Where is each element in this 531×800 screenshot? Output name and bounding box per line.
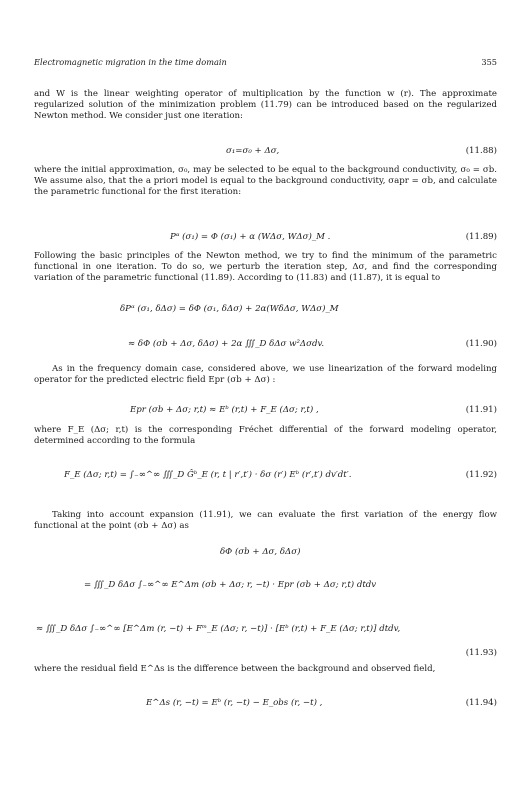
paragraph-4: As in the frequency domain case, considered above, we use linearization of the forward modeling operator for the predicted electric field Epr (σb + Δσ) : — [34, 364, 497, 386]
running-header — [34, 57, 497, 67]
equation-11-93-line1 — [34, 547, 497, 561]
equation-body: = ∭_D δΔσ ∫₋∞^∞ E^Δm (σb + Δσ; r, −t) · Epr (σb + Δσ; r,t) dtdv — [84, 580, 377, 590]
paragraph-7: where the residual field E^Δs is the difference between the background and observed field, — [34, 664, 436, 674]
paragraph-2: where the initial approximation, σ₀, may be selected to be equal to the background conductivity, σ₀ = σb. We assume also, that the a priori model is equal to the background conductivity, σapr = σb, and calculate the parametric functional for the first iteration: — [34, 165, 497, 198]
equation-11-91 — [34, 405, 497, 419]
equation-11-94 — [34, 698, 497, 712]
running-title: Electromagnetic migration in the time domain — [34, 57, 227, 67]
paragraph-5: where F_E (Δσ; r,t) is the corresponding Fréchet differential of the forward modeling operator, determined according to the formula — [34, 425, 497, 447]
equation-body: Epr (σb + Δσ; r,t) ≈ Eᵇ (r,t) + F_E (Δσ; r,t) , — [130, 405, 319, 415]
paragraph-1: and W is the linear weighting operator of multiplication by the function w (r). The approximate regularized solution of the minimization problem (11.79) can be introduced based on the regularized Newton method. We consider just one iteration: — [34, 89, 497, 122]
equation-11-93-line3 — [34, 624, 497, 638]
equation-body: Pᵅ (σ₁) = Φ (σ₁) + α (WΔσ, WΔσ)_M . — [170, 232, 331, 242]
equation-11-89 — [34, 232, 497, 246]
equation-body: δΦ (σb + Δσ, δΔσ) — [220, 547, 301, 557]
equation-11-90-line1 — [34, 304, 497, 318]
equation-number-11-93: (11.93) — [465, 648, 497, 658]
equation-11-90-line2 — [34, 339, 497, 353]
equation-body: σ₁=σ₀ + Δσ, — [226, 146, 280, 156]
equation-number: (11.90) — [465, 339, 497, 349]
equation-body: ≈ ∭_D δΔσ ∫₋∞^∞ [E^Δm (r, −t) + Fᵐ_E (Δσ; r, −t)] · [Eᵇ (r,t) + F_E (Δσ; r,t)] dtdv, — [36, 624, 401, 634]
equation-body: E^Δs (r, −t) = Eᵇ (r, −t) − E_obs (r, −t) , — [146, 698, 323, 708]
paragraph-3: Following the basic principles of the Newton method, we try to find the minimum of the parametric functional in one iteration. To do so, we perturb the iteration step, Δσ, and find the corresponding variation of the parametric functional (11.89). According to (11.83) and (11.87), it is equal to — [34, 251, 497, 284]
page-number: 355 — [481, 57, 497, 67]
equation-11-93-line2 — [34, 580, 497, 594]
equation-number: (11.94) — [465, 698, 497, 708]
equation-11-92 — [34, 470, 497, 484]
equation-body: δPᵅ (σ₁, δΔσ) = δΦ (σ₁, δΔσ) + 2α(WδΔσ, WΔσ)_M — [120, 304, 339, 314]
equation-number: (11.88) — [465, 146, 497, 156]
equation-number: (11.89) — [465, 232, 497, 242]
equation-body: F_E (Δσ; r,t) = ∫₋∞^∞ ∭_D Ĝᵇ_E (r, t | r′,t′) · δσ (r′) Eᵇ (r′,t′) dv′dt′. — [64, 470, 352, 480]
equation-body: ≈ δΦ (σb + Δσ, δΔσ) + 2α ∭_D δΔσ w²Δσdv. — [128, 339, 325, 349]
equation-number: (11.92) — [465, 470, 497, 480]
paragraph-6: Taking into account expansion (11.91), we can evaluate the first variation of the energy flow functional at the point (σb + Δσ) as — [34, 510, 497, 532]
equation-number: (11.91) — [465, 405, 497, 415]
equation-11-88 — [34, 146, 497, 160]
